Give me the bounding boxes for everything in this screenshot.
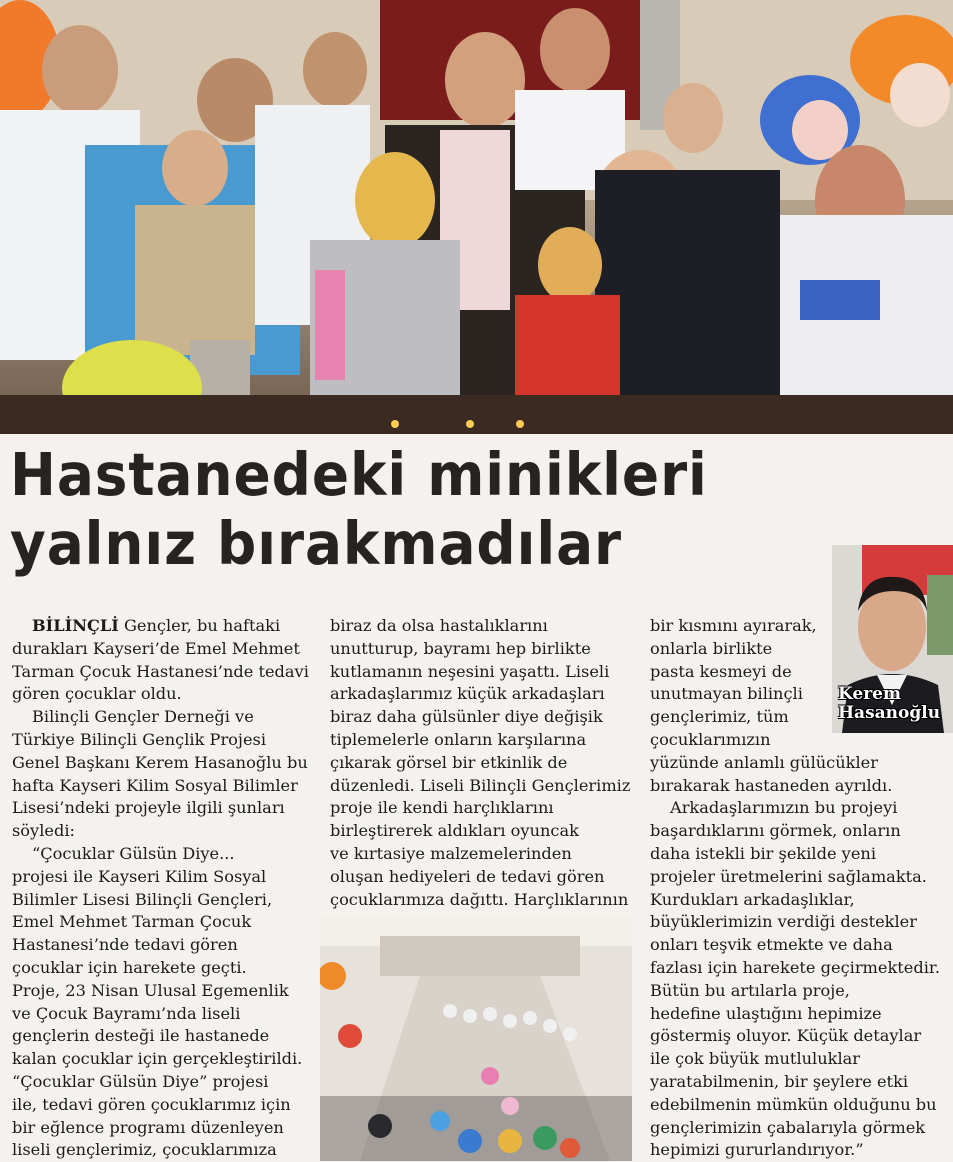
column-3-line: daha istekli bir şekilde yeni: [650, 843, 877, 863]
column-2-line: proje ile kendi harçlıklarını: [330, 798, 554, 818]
column-3-line: edebilmenin mümkün olduğunu bu: [650, 1094, 937, 1114]
column-3-line: bırakarak hastaneden ayrıldı.: [650, 775, 893, 795]
column-1-line: hafta Kayseri Kilim Sosyal Bilimler: [12, 775, 298, 795]
column-1-line: Emel Mehmet Tarman Çocuk: [12, 912, 252, 932]
column-1-line: liseli gençlerimiz, çocuklarımıza: [12, 1140, 277, 1160]
column-3-line: göstermiş oluyor. Küçük detaylar: [650, 1026, 922, 1046]
column-1-line: Genel Başkanı Kerem Hasanoğlu bu: [12, 752, 308, 772]
column-1-line: Bilimler Lisesi Bilinçli Gençleri,: [12, 889, 273, 909]
column-3-line: çocuklarımızın: [650, 729, 771, 749]
column-2-line: çıkarak görsel bir etkinlik de: [330, 752, 568, 772]
column-1-line: söyledi:: [12, 821, 75, 841]
column-1-line-0: [12, 615, 312, 638]
column-2-line: tiplemelerle onların karşılarına: [330, 729, 587, 749]
lead-word: BİLİNÇLİ: [32, 616, 119, 635]
column-2-line: biraz daha gülsünler diye değişik: [330, 707, 603, 727]
column-3-line: onlarla birlikte: [650, 638, 773, 658]
column-3-line: Bütün bu artılarla proje,: [650, 980, 850, 1000]
column-3-line: yüzünde anlamlı gülücükler: [650, 752, 878, 772]
column-2-line: oluşan hediyeleri de tedavi gören: [330, 866, 605, 886]
column-1-line: çocuklar için harekete geçti.: [12, 957, 247, 977]
column-1-line: “Çocuklar Gülsün Diye” projesi: [12, 1071, 269, 1091]
column-3-line: ile çok büyük mutluluklar: [650, 1049, 861, 1069]
column-1-line: “Çocuklar Gülsün Diye...: [32, 843, 235, 863]
article-column-3: [650, 615, 950, 1162]
group-celebration-illustration: [0, 0, 953, 434]
column-1-line: gençlerin desteği ile hastanede: [12, 1026, 270, 1046]
column-2-line: birleştirerek aldıkları oyuncak: [330, 821, 579, 841]
column-3-line: hepimizi gururlandırıyor.”: [650, 1140, 864, 1160]
headline: [10, 440, 717, 578]
column-3-line: fazlası için harekete geçirmektedir.: [650, 957, 941, 977]
column-1-line: kalan çocuklar için gerçekleştirildi.: [12, 1049, 303, 1069]
column-2-line: biraz da olsa hastalıklarını: [330, 616, 548, 635]
lead-line-rest: Gençler, bu haftaki: [118, 616, 281, 635]
column-3-line: onları teşvik etmekte ve daha: [650, 935, 893, 955]
headline-line-1: Hastanedeki minikleri: [10, 440, 708, 509]
column-1-line: gören çocuklar oldu.: [12, 684, 182, 704]
column-3-line: Arkadaşlarımızın bu projeyi: [670, 798, 898, 818]
article-column-2: [330, 615, 630, 911]
hospital-hall-illustration: [320, 916, 632, 1161]
column-1-line: Proje, 23 Nisan Ulusal Egemenlik: [12, 980, 289, 1000]
column-1-line: Tarman Çocuk Hastanesi’nde tedavi: [12, 661, 309, 681]
column-1-line: bir eğlence programı düzenleyen: [12, 1117, 284, 1137]
column-2-line: unutturup, bayramı hep birlikte: [330, 638, 591, 658]
column-2-line: ve kırtasiye malzemelerinden: [330, 843, 572, 863]
column-3-line: büyüklerimizin verdiği destekler: [650, 912, 917, 932]
article-column-1: [12, 615, 312, 1162]
column-3-line: hedefine ulaştığını hepimize: [650, 1003, 882, 1023]
column-3-line: başardıklarını görmek, onların: [650, 821, 901, 841]
column-1-line: Bilinçli Gençler Derneği ve: [32, 707, 254, 727]
column-1-line: ile, tedavi gören çocuklarımız için: [12, 1094, 291, 1114]
column-3-line: gençlerimizin çabalarıyla görmek: [650, 1117, 926, 1137]
column-3-line: projeler üretmelerini sağlamakta.: [650, 866, 927, 886]
group-celebration-photo: [0, 0, 953, 434]
column-3-line: gençlerimiz, tüm: [650, 707, 789, 727]
column-1-line: projesi ile Kayseri Kilim Sosyal: [12, 866, 267, 886]
column-1-line: Türkiye Bilinçli Gençlik Projesi: [12, 729, 267, 749]
hospital-hall-photo: [320, 916, 632, 1161]
column-1-line: ve Çocuk Bayramı’nda liseli: [12, 1003, 241, 1023]
column-2-line: arkadaşlarımız küçük arkadaşları: [330, 684, 605, 704]
headline-line-2: yalnız bırakmadılar: [10, 509, 623, 578]
column-1-line: Hastanesi’nde tedavi gören: [12, 935, 238, 955]
column-2-line: düzenledi. Liseli Bilinçli Gençlerimiz: [330, 775, 631, 795]
column-3-line: yaratabilmenin, bir şeylere etki: [650, 1071, 909, 1091]
column-1-line: durakları Kayseri’de Emel Mehmet: [12, 638, 300, 658]
column-3-line: bir kısmını ayırarak,: [650, 616, 817, 635]
column-3-line: Kurdukları arkadaşlıklar,: [650, 889, 855, 909]
portrait-caption-first-name: Kerem: [838, 684, 901, 704]
column-3-line: pasta kesmeyi de: [650, 661, 792, 681]
column-2-line: kutlamanın neşesini yaşattı. Liseli: [330, 661, 610, 681]
column-1-line: Lisesi’ndeki projeyle ilgili şunları: [12, 798, 285, 818]
portrait-caption-last-name: Hasanoğlu: [838, 703, 941, 723]
column-2-line: çocuklarımıza dağıttı. Harçlıklarının: [330, 889, 629, 909]
column-3-line: unutmayan bilinçli: [650, 684, 803, 704]
